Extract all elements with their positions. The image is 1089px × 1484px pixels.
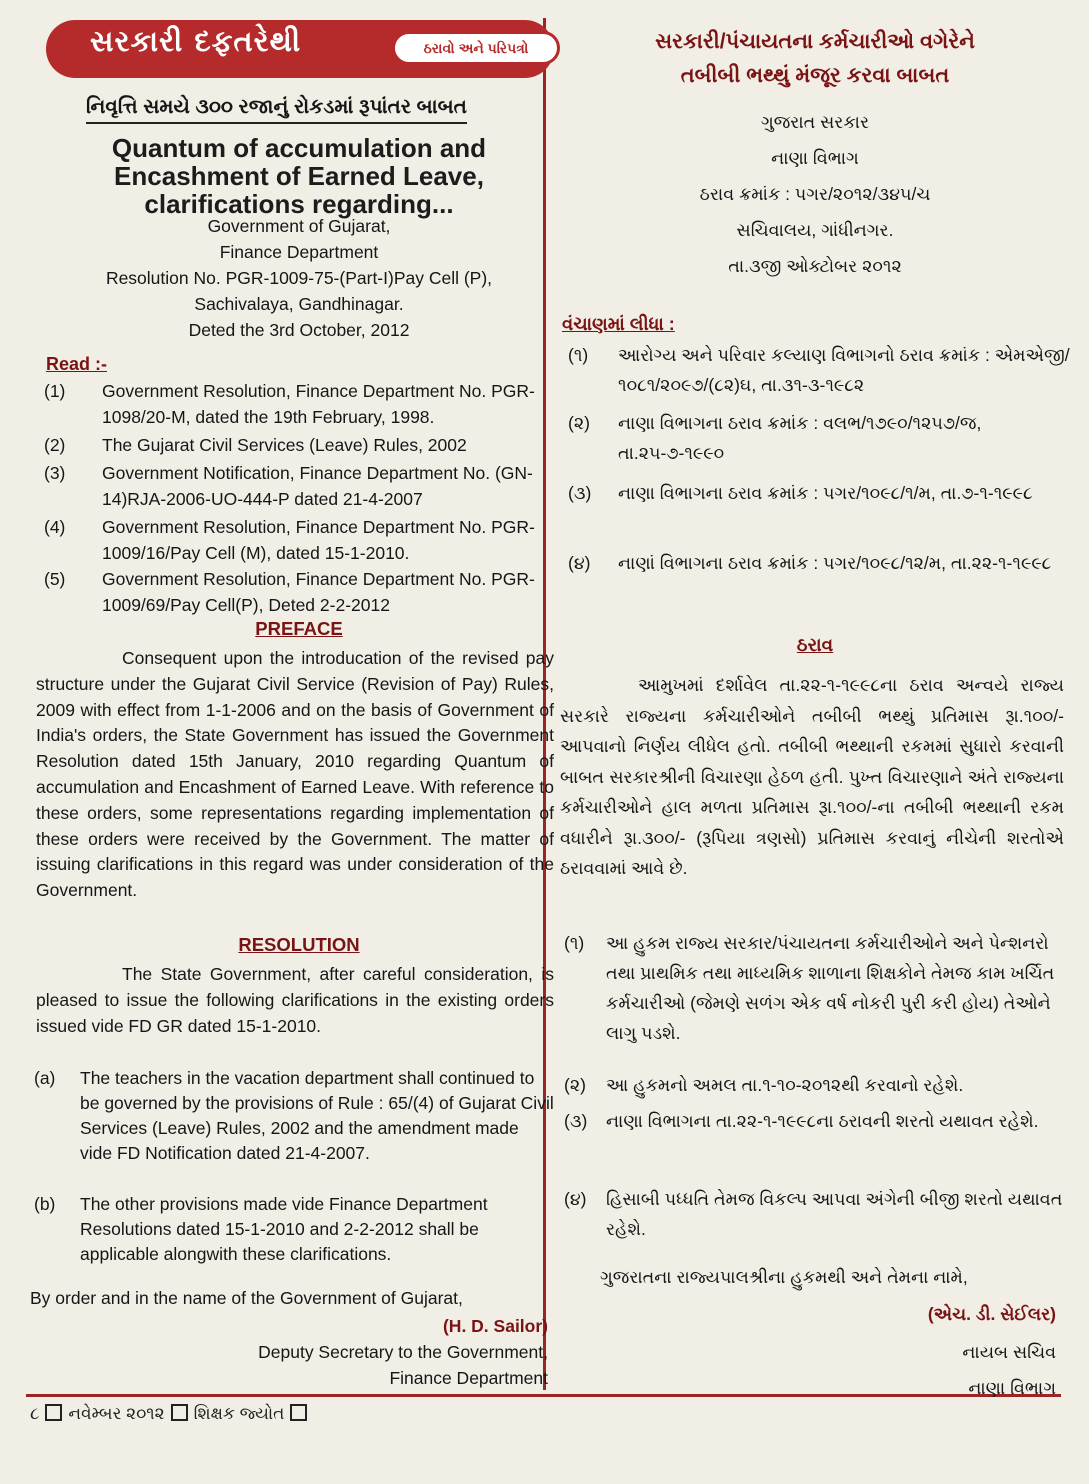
gu-resolution-heading: ઠરાવ: [796, 634, 834, 655]
gu-resolution-item-num: (૪): [564, 1189, 587, 1209]
gu-signatory-dept: નાણા વિભાગ: [968, 1378, 1056, 1398]
gu-read-item: [568, 478, 1072, 508]
gu-resolution-item-text: નાણા વિભાગના તા.૨૨-૧-૧૯૯૮ના ઠરાવની શરતો યથાવત રહેશે.: [606, 1111, 1039, 1131]
gu-read-item-text: નાણાં વિભાગના ઠરાવ ક્રમાંક : પગર/૧૦૯૮/૧૨/મ, તા.૨૨-૧-૧૯૯૮: [618, 553, 1052, 573]
preface-paragraph: [36, 646, 554, 904]
resolution-item: [34, 1066, 554, 1166]
dept-line-date: Deted the 3rd October, 2012: [188, 320, 410, 340]
gu-read-item-num: (૩): [568, 483, 592, 503]
signatory-name: (H. D. Sailor): [442, 1316, 548, 1336]
square-bullet-icon: [290, 1404, 307, 1421]
gu-dept-line-finance: નાણા વિભાગ: [771, 148, 859, 168]
resolution-item: [34, 1192, 554, 1267]
read-item: [44, 378, 556, 430]
left-column: [26, 10, 554, 1390]
read-item: [44, 432, 556, 458]
gu-dept-line-resolution-no: ઠરાવ ક્રમાંક : પગર/૨૦૧૨/૩૪૫/ચ: [699, 184, 931, 204]
gu-resolution-item: [564, 1106, 1068, 1136]
square-bullet-icon: [45, 1404, 62, 1421]
read-item-num: (3): [44, 463, 66, 483]
dept-line-resolution-no: Resolution No. PGR-1009-75-(Part-I)Pay Cell (P),: [105, 268, 493, 288]
read-item-num: (5): [44, 569, 66, 589]
gu-resolution-text: આમુખમાં દર્શાવેલ તા.૨૨-૧-૧૯૯૮ના ઠરાવ અન્વયે રાજ્ય સરકારે રાજ્યના કર્મચારીઓને તબીબી ભથ્થું પ્રતિમાસ રૂા.૧૦૦/- આપવાનો નિર્ણય લીધેલ હતો. તબીબી ભથ્થાની રકમમાં સુધારો કરવાની બાબત સરકારશ્રીની વિચારણા હેઠળ હતી. પુખ્ત વિચારણાને અંતે રાજ્યના કર્મચારીઓને હાલ મળતા પ્રતિમાસ રૂા.૧૦૦/-ના તબીબી ભથ્થાની રકમ વધારીને રૂા.૩૦૦/- (રૂપિયા ત્રણસો) પ્રતિમાસ કરવાનું નીચેની શરતોએ ઠરાવવામાં આવે છે.: [560, 675, 1064, 878]
gu-read-item: [568, 340, 1072, 400]
resolution-text: The State Government, after careful consideration, is pleased to issue the following clarifications in the existing orders issued vide FD GR dated 15-1-2010.: [36, 964, 554, 1036]
gu-signatory-name: (એચ. ડી. સેઈલર): [927, 1304, 1056, 1324]
resolution-item-text: The other provisions made vide Finance Department Resolutions dated 15-1-2010 and 2-2-2012 shall be applicable alongwith these clarifications.: [80, 1194, 488, 1264]
read-heading: Read :-: [46, 354, 108, 374]
gu-resolution-item-text: હિસાબી પધ્ધતિ તેમજ વિકલ્પ આપવા અંગેની બીજી શરતો યથાવત રહેશે.: [606, 1189, 1063, 1239]
gu-read-item-num: (૪): [568, 553, 591, 573]
read-item: [44, 460, 556, 512]
gu-read-item: [568, 408, 1072, 468]
read-item-text: Government Resolution, Finance Department No. PGR-1098/20-M, dated the 19th February, 1998.: [102, 381, 535, 427]
read-item-text: Government Resolution, Finance Department No. PGR-1009/16/Pay Cell (M), dated 15-1-2010.: [102, 517, 535, 563]
english-title-line: Quantum of accumulation and: [111, 133, 487, 163]
english-title-line: Encashment of Earned Leave,: [114, 161, 484, 191]
gu-resolution-item-text: આ હુકમ રાજ્ય સરકાર/પંચાયતના કર્મચારીઓને અને પેન્શનરો તથા પ્રાથમિક તથા માધ્યમિક શાળાના શિક્ષકોને તેમજ કામ ખર્ચિત કર્મચારીઓ (જેમણે સળંગ એક વર્ષ નોકરી પુરી કરી હોય) તેઓને લાગુ પડશે.: [606, 933, 1055, 1043]
signatory-dept: Finance Department: [389, 1368, 548, 1388]
gujarati-title-line: સરકારી/પંચાયતના કર્મચારીઓ વગેરેને: [655, 30, 975, 53]
gu-resolution-item-num: (૩): [564, 1111, 588, 1131]
gu-resolution-item: [564, 1070, 1068, 1100]
gujarati-subtitle: નિવૃત્તિ સમયે ૩૦૦ રજાનું રોકડમાં રૂપાંતર બાબત: [86, 96, 467, 124]
gu-read-item-num: (૧): [568, 345, 589, 365]
gu-read-item-text: નાણા વિભાગના ઠરાવ ક્રમાંક : વલભ/૧૭૯૦/૧૨૫૭/જ, તા.૨૫-૭-૧૯૯૦: [618, 413, 982, 463]
read-item: [44, 514, 556, 566]
gu-resolution-item: [564, 1184, 1068, 1244]
resolution-item-text: The teachers in the vacation department shall continued to be governed by the provisions of Rule : 65/(4) of Gujarat Civil Services (Leave) Rules, 2002 and the amendment made vide FD Notification dated 21-4-2007.: [80, 1068, 554, 1163]
footer-magazine: શિક્ષક જ્યોત: [193, 1404, 285, 1423]
signatory-title: Deputy Secretary to the Government,: [258, 1342, 548, 1362]
gu-read-item-text: નાણા વિભાગના ઠરાવ ક્રમાંક : પગર/૧૦૯૮/૧/મ, તા.૭-૧-૧૯૯૮: [618, 483, 1033, 503]
preface-text: Consequent upon the introducation of the revised pay structure under the Gujarat Civil Service (Revision of Pay) Rules, 2009 with effect from 1-1-2006 and on the basis of Government of India's orders, the State Government has issued the Government Resolution dated 15th January, 2010 regarding Quantum of accumulation and Encashment of Earned Leave. With reference to these orders, some representations regarding implementation of these orders were received by the Government. The matter of issuing clarifications in this regard was under consideration of the Government.: [36, 648, 554, 901]
dept-line-sachivalaya: Sachivalaya, Gandhinagar.: [194, 294, 404, 314]
gu-signatory-title: નાયબ સચિવ: [962, 1342, 1056, 1362]
gu-read-item-text: આરોગ્ય અને પરિવાર કલ્યાણ વિભાગનો ઠરાવ ક્રમાંક : એમએજી/૧૦૮૧/૨૦૯૭/(૮૨)ઘ, તા.૩૧-૩-૧૯૮૨: [618, 345, 1070, 395]
gu-read-item-num: (૨): [568, 413, 590, 433]
gu-dept-line-date: તા.૩જી ઓક્ટોબર ૨૦૧૨: [728, 256, 902, 276]
gu-by-order-line: ગુજરાતના રાજ્યપાલશ્રીના હુકમથી અને તેમના નામે,: [600, 1267, 968, 1287]
resolution-paragraph: [36, 962, 554, 1039]
gu-resolution-item-num: (૨): [564, 1075, 586, 1095]
gu-read-heading: વંચાણમાં લીધા :: [562, 314, 675, 334]
banner-pill: ઠરાવો અને પરિપત્રો: [392, 31, 560, 65]
gu-dept-line-sachivalaya: સચિવાલય, ગાંધીનગર.: [736, 220, 894, 240]
read-item-text: The Gujarat Civil Services (Leave) Rules, 2002: [102, 435, 467, 455]
page-footer: [30, 1404, 313, 1424]
gu-resolution-paragraph: [560, 670, 1064, 884]
gujarati-title-line: તબીબી ભથ્થું મંજૂર કરવા બાબત: [680, 64, 950, 87]
read-item-num: (4): [44, 517, 66, 537]
gu-read-item: [568, 548, 1072, 578]
gu-resolution-item-num: (૧): [564, 933, 585, 953]
english-title-line: clarifications regarding...: [144, 189, 454, 219]
dept-line-finance: Finance Department: [219, 242, 379, 262]
right-column: [560, 22, 1070, 1402]
gu-resolution-item-text: આ હુકમનો અમલ તા.૧-૧૦-૨૦૧૨થી કરવાનો રહેશે.: [606, 1075, 964, 1095]
resolution-heading: RESOLUTION: [238, 934, 360, 955]
dept-line-government: Government of Gujarat,: [207, 216, 391, 236]
resolution-item-num: (a): [34, 1068, 56, 1088]
read-item-text: Government Notification, Finance Department No. (GN-14)RJA-2006-UO-444-P dated 21-4-2007: [102, 463, 533, 509]
gu-resolution-item: [564, 928, 1068, 1048]
read-item-num: (1): [44, 381, 66, 401]
section-banner: [46, 20, 554, 78]
banner-title: સરકારી દફતરેથી: [90, 24, 302, 58]
by-order-line: By order and in the name of the Government of Gujarat,: [30, 1288, 463, 1308]
resolution-item-num: (b): [34, 1194, 56, 1214]
footer-month: નવેમ્બર ૨૦૧૨: [68, 1404, 165, 1423]
preface-heading: PREFACE: [255, 618, 343, 639]
square-bullet-icon: [171, 1404, 188, 1421]
read-item-num: (2): [44, 435, 66, 455]
gu-dept-line-government: ગુજરાત સરકાર: [760, 112, 870, 132]
english-title: [26, 134, 572, 218]
footer-page-number: ૮: [30, 1404, 40, 1423]
read-item-text: Government Resolution, Finance Department No. PGR-1009/69/Pay Cell(P), Deted 2-2-2012: [102, 569, 535, 615]
read-item: [44, 566, 556, 618]
